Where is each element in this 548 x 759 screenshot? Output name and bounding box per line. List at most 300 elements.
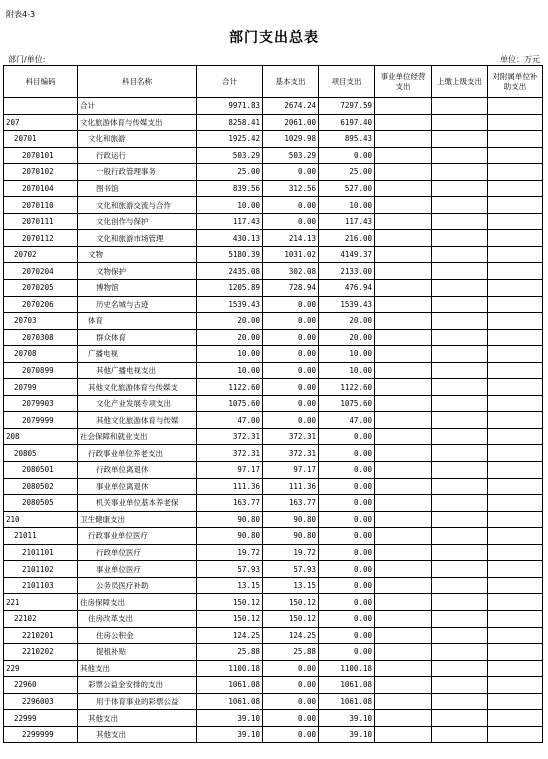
row-remit bbox=[432, 313, 488, 330]
row-project: 10.00 bbox=[319, 197, 375, 214]
row-basic: 57.93 bbox=[263, 561, 319, 578]
page-title: 部门支出总表 bbox=[229, 30, 319, 46]
header-remit: 上缴上级支出 bbox=[432, 66, 488, 98]
row-basic: 19.72 bbox=[263, 544, 319, 561]
row-business bbox=[375, 462, 432, 479]
header-code: 科目编码 bbox=[4, 66, 78, 98]
row-business bbox=[375, 164, 432, 181]
row-name: 其他文化旅游体育与传媒支 bbox=[78, 379, 197, 396]
row-code: 2070110 bbox=[4, 197, 78, 214]
row-project: 1100.18 bbox=[319, 660, 375, 677]
row-subsidy bbox=[488, 213, 543, 230]
row-project: 0.00 bbox=[319, 511, 375, 528]
row-name: 广播电视 bbox=[78, 346, 197, 363]
row-total: 57.93 bbox=[197, 561, 263, 578]
row-basic: 2674.24 bbox=[263, 98, 319, 115]
row-business bbox=[375, 495, 432, 512]
header-business: 事业单位经营支出 bbox=[375, 66, 432, 98]
row-name: 群众体育 bbox=[78, 329, 197, 346]
expenditure-table bbox=[3, 65, 543, 743]
row-subsidy bbox=[488, 379, 543, 396]
row-name: 行政单位离退休 bbox=[78, 462, 197, 479]
row-business bbox=[375, 644, 432, 661]
row-business bbox=[375, 395, 432, 412]
row-business bbox=[375, 428, 432, 445]
row-project: 0.00 bbox=[319, 528, 375, 545]
row-project: 39.10 bbox=[319, 726, 375, 743]
row-total: 1925.42 bbox=[197, 131, 263, 148]
row-total: 90.80 bbox=[197, 511, 263, 528]
row-code: 2070204 bbox=[4, 263, 78, 280]
row-business bbox=[375, 346, 432, 363]
row-remit bbox=[432, 644, 488, 661]
row-business bbox=[375, 213, 432, 230]
row-basic: 728.94 bbox=[263, 280, 319, 297]
row-subsidy bbox=[488, 445, 543, 462]
row-basic: 372.31 bbox=[263, 428, 319, 445]
row-project: 10.00 bbox=[319, 346, 375, 363]
row-code: 2070112 bbox=[4, 230, 78, 247]
row-code: 207 bbox=[4, 114, 78, 131]
row-project: 117.43 bbox=[319, 213, 375, 230]
row-code: 2070111 bbox=[4, 213, 78, 230]
row-total: 20.00 bbox=[197, 313, 263, 330]
row-code: 2101103 bbox=[4, 577, 78, 594]
row-name: 图书馆 bbox=[78, 180, 197, 197]
row-subsidy bbox=[488, 131, 543, 148]
row-total: 39.10 bbox=[197, 726, 263, 743]
table-row bbox=[4, 213, 543, 230]
row-name: 历史名城与古迹 bbox=[78, 296, 197, 313]
row-remit bbox=[432, 594, 488, 611]
row-project: 0.00 bbox=[319, 577, 375, 594]
row-code: 2079903 bbox=[4, 395, 78, 412]
row-project: 1061.08 bbox=[319, 693, 375, 710]
row-basic: 0.00 bbox=[263, 710, 319, 727]
row-code: 229 bbox=[4, 660, 78, 677]
row-total: 10.00 bbox=[197, 197, 263, 214]
row-project: 20.00 bbox=[319, 329, 375, 346]
row-basic: 0.00 bbox=[263, 164, 319, 181]
row-name: 行政事业单位养老支出 bbox=[78, 445, 197, 462]
table-row bbox=[4, 296, 543, 313]
row-remit bbox=[432, 346, 488, 363]
row-business bbox=[375, 577, 432, 594]
row-remit bbox=[432, 445, 488, 462]
row-basic: 13.15 bbox=[263, 577, 319, 594]
row-total: 117.43 bbox=[197, 213, 263, 230]
row-business bbox=[375, 180, 432, 197]
row-subsidy bbox=[488, 594, 543, 611]
row-name: 文化和旅游 bbox=[78, 131, 197, 148]
row-remit bbox=[432, 379, 488, 396]
row-basic: 0.00 bbox=[263, 726, 319, 743]
row-business bbox=[375, 544, 432, 561]
row-basic: 0.00 bbox=[263, 313, 319, 330]
row-total: 97.17 bbox=[197, 462, 263, 479]
row-business bbox=[375, 246, 432, 263]
row-code: 22102 bbox=[4, 610, 78, 627]
row-project: 895.43 bbox=[319, 131, 375, 148]
table-row bbox=[4, 246, 543, 263]
row-name: 文化产业发展专项支出 bbox=[78, 395, 197, 412]
row-total: 47.00 bbox=[197, 412, 263, 429]
row-subsidy bbox=[488, 462, 543, 479]
row-business bbox=[375, 561, 432, 578]
row-business bbox=[375, 280, 432, 297]
row-code: 21011 bbox=[4, 528, 78, 545]
row-total: 9971.83 bbox=[197, 98, 263, 115]
row-name: 住房保障支出 bbox=[78, 594, 197, 611]
row-project: 20.00 bbox=[319, 313, 375, 330]
row-remit bbox=[432, 478, 488, 495]
row-total: 372.31 bbox=[197, 428, 263, 445]
row-total: 25.88 bbox=[197, 644, 263, 661]
row-subsidy bbox=[488, 197, 543, 214]
row-basic: 111.36 bbox=[263, 478, 319, 495]
table-row bbox=[4, 594, 543, 611]
row-remit bbox=[432, 677, 488, 694]
row-project: 216.00 bbox=[319, 230, 375, 247]
row-business bbox=[375, 329, 432, 346]
row-subsidy bbox=[488, 98, 543, 115]
row-business bbox=[375, 296, 432, 313]
row-business bbox=[375, 379, 432, 396]
table-row bbox=[4, 313, 543, 330]
row-subsidy bbox=[488, 693, 543, 710]
row-basic: 0.00 bbox=[263, 213, 319, 230]
row-business bbox=[375, 660, 432, 677]
row-name: 行政单位医疗 bbox=[78, 544, 197, 561]
row-remit bbox=[432, 246, 488, 263]
row-remit bbox=[432, 561, 488, 578]
row-business bbox=[375, 677, 432, 694]
table-row bbox=[4, 710, 543, 727]
table-row bbox=[4, 660, 543, 677]
row-code: 2080501 bbox=[4, 462, 78, 479]
row-subsidy bbox=[488, 280, 543, 297]
row-subsidy bbox=[488, 644, 543, 661]
row-basic: 2061.00 bbox=[263, 114, 319, 131]
table-row bbox=[4, 561, 543, 578]
row-name: 一般行政管理事务 bbox=[78, 164, 197, 181]
row-name: 卫生健康支出 bbox=[78, 511, 197, 528]
header-name: 科目名称 bbox=[78, 66, 197, 98]
row-name: 住房公积金 bbox=[78, 627, 197, 644]
row-subsidy bbox=[488, 395, 543, 412]
row-remit bbox=[432, 131, 488, 148]
row-business bbox=[375, 131, 432, 148]
row-name: 其他支出 bbox=[78, 660, 197, 677]
row-code: 221 bbox=[4, 594, 78, 611]
row-code: 20805 bbox=[4, 445, 78, 462]
row-code: 2210201 bbox=[4, 627, 78, 644]
row-total: 839.56 bbox=[197, 180, 263, 197]
row-project: 39.10 bbox=[319, 710, 375, 727]
row-business bbox=[375, 610, 432, 627]
row-business bbox=[375, 710, 432, 727]
row-project: 25.00 bbox=[319, 164, 375, 181]
header-project: 项目支出 bbox=[319, 66, 375, 98]
row-remit bbox=[432, 412, 488, 429]
table-row bbox=[4, 131, 543, 148]
row-total: 124.25 bbox=[197, 627, 263, 644]
row-total: 372.31 bbox=[197, 445, 263, 462]
row-business bbox=[375, 511, 432, 528]
unit-label: 单位：万元 bbox=[500, 55, 540, 64]
row-subsidy bbox=[488, 313, 543, 330]
row-code: 20708 bbox=[4, 346, 78, 363]
row-business bbox=[375, 362, 432, 379]
row-total: 1075.60 bbox=[197, 395, 263, 412]
table-row bbox=[4, 627, 543, 644]
row-subsidy bbox=[488, 147, 543, 164]
table-row bbox=[4, 577, 543, 594]
table-row bbox=[4, 98, 543, 115]
row-project: 0.00 bbox=[319, 594, 375, 611]
row-project: 1061.08 bbox=[319, 677, 375, 694]
row-basic: 0.00 bbox=[263, 693, 319, 710]
row-code: 2079999 bbox=[4, 412, 78, 429]
row-basic: 302.08 bbox=[263, 263, 319, 280]
row-name: 用于体育事业的彩票公益 bbox=[78, 693, 197, 710]
row-subsidy bbox=[488, 296, 543, 313]
row-name: 博物馆 bbox=[78, 280, 197, 297]
table-row bbox=[4, 610, 543, 627]
row-basic: 90.80 bbox=[263, 511, 319, 528]
row-total: 10.00 bbox=[197, 346, 263, 363]
row-business bbox=[375, 197, 432, 214]
row-project: 7297.59 bbox=[319, 98, 375, 115]
row-name: 文物 bbox=[78, 246, 197, 263]
row-name: 事业单位医疗 bbox=[78, 561, 197, 578]
row-business bbox=[375, 693, 432, 710]
row-remit bbox=[432, 627, 488, 644]
row-name: 社会保障和就业支出 bbox=[78, 428, 197, 445]
row-subsidy bbox=[488, 561, 543, 578]
row-subsidy bbox=[488, 544, 543, 561]
row-business bbox=[375, 412, 432, 429]
row-subsidy bbox=[488, 164, 543, 181]
row-code: 2070102 bbox=[4, 164, 78, 181]
row-project: 2133.00 bbox=[319, 263, 375, 280]
row-name: 其他支出 bbox=[78, 710, 197, 727]
table-row bbox=[4, 726, 543, 743]
table-row bbox=[4, 280, 543, 297]
table-body bbox=[4, 98, 543, 743]
row-remit bbox=[432, 180, 488, 197]
row-total: 1061.08 bbox=[197, 693, 263, 710]
row-project: 1075.60 bbox=[319, 395, 375, 412]
table-row bbox=[4, 428, 543, 445]
row-remit bbox=[432, 164, 488, 181]
row-business bbox=[375, 445, 432, 462]
row-basic: 0.00 bbox=[263, 677, 319, 694]
row-subsidy bbox=[488, 478, 543, 495]
row-name: 机关事业单位基本养老保 bbox=[78, 495, 197, 512]
row-basic: 163.77 bbox=[263, 495, 319, 512]
row-code: 2210202 bbox=[4, 644, 78, 661]
row-name: 行政事业单位医疗 bbox=[78, 528, 197, 545]
table-row bbox=[4, 263, 543, 280]
table-row bbox=[4, 197, 543, 214]
row-project: 0.00 bbox=[319, 462, 375, 479]
row-name: 体育 bbox=[78, 313, 197, 330]
row-name: 文化和旅游交流与合作 bbox=[78, 197, 197, 214]
row-subsidy bbox=[488, 329, 543, 346]
row-total: 25.00 bbox=[197, 164, 263, 181]
row-code: 2101102 bbox=[4, 561, 78, 578]
row-code: 2296003 bbox=[4, 693, 78, 710]
row-basic: 0.00 bbox=[263, 296, 319, 313]
row-name: 其他广播电视支出 bbox=[78, 362, 197, 379]
row-basic: 503.29 bbox=[263, 147, 319, 164]
row-name: 文化旅游体育与传媒支出 bbox=[78, 114, 197, 131]
row-code: 22999 bbox=[4, 710, 78, 727]
row-total: 430.13 bbox=[197, 230, 263, 247]
table-row bbox=[4, 329, 543, 346]
row-name: 其他支出 bbox=[78, 726, 197, 743]
row-code: 20703 bbox=[4, 313, 78, 330]
row-code: 20702 bbox=[4, 246, 78, 263]
row-basic: 97.17 bbox=[263, 462, 319, 479]
row-basic: 0.00 bbox=[263, 329, 319, 346]
row-project: 0.00 bbox=[319, 544, 375, 561]
row-project: 10.00 bbox=[319, 362, 375, 379]
row-project: 0.00 bbox=[319, 495, 375, 512]
row-business bbox=[375, 230, 432, 247]
row-project: 4149.37 bbox=[319, 246, 375, 263]
row-business bbox=[375, 478, 432, 495]
table-row bbox=[4, 478, 543, 495]
header-total: 合计 bbox=[197, 66, 263, 98]
row-subsidy bbox=[488, 710, 543, 727]
row-subsidy bbox=[488, 246, 543, 263]
header-basic: 基本支出 bbox=[263, 66, 319, 98]
row-basic: 150.12 bbox=[263, 610, 319, 627]
row-subsidy bbox=[488, 180, 543, 197]
row-business bbox=[375, 98, 432, 115]
row-remit bbox=[432, 296, 488, 313]
row-name: 文物保护 bbox=[78, 263, 197, 280]
row-basic: 0.00 bbox=[263, 379, 319, 396]
row-basic: 214.13 bbox=[263, 230, 319, 247]
table-row bbox=[4, 395, 543, 412]
row-remit bbox=[432, 710, 488, 727]
row-basic: 1029.98 bbox=[263, 131, 319, 148]
row-code: 2080502 bbox=[4, 478, 78, 495]
row-remit bbox=[432, 693, 488, 710]
row-subsidy bbox=[488, 428, 543, 445]
row-code: 20799 bbox=[4, 379, 78, 396]
table-row bbox=[4, 180, 543, 197]
row-name: 其他文化旅游体育与传媒 bbox=[78, 412, 197, 429]
row-name: 文化创作与保护 bbox=[78, 213, 197, 230]
row-remit bbox=[432, 230, 488, 247]
table-row bbox=[4, 379, 543, 396]
row-subsidy bbox=[488, 362, 543, 379]
row-total: 19.72 bbox=[197, 544, 263, 561]
row-subsidy bbox=[488, 528, 543, 545]
row-total: 150.12 bbox=[197, 610, 263, 627]
row-project: 47.00 bbox=[319, 412, 375, 429]
row-total: 20.00 bbox=[197, 329, 263, 346]
row-project: 6197.40 bbox=[319, 114, 375, 131]
row-name: 合计 bbox=[78, 98, 197, 115]
row-subsidy bbox=[488, 677, 543, 694]
row-business bbox=[375, 313, 432, 330]
row-code: 2070308 bbox=[4, 329, 78, 346]
row-remit bbox=[432, 511, 488, 528]
row-project: 0.00 bbox=[319, 627, 375, 644]
row-project: 0.00 bbox=[319, 644, 375, 661]
row-total: 503.29 bbox=[197, 147, 263, 164]
row-subsidy bbox=[488, 660, 543, 677]
row-remit bbox=[432, 462, 488, 479]
table-row bbox=[4, 230, 543, 247]
row-remit bbox=[432, 280, 488, 297]
table-row bbox=[4, 147, 543, 164]
row-project: 527.00 bbox=[319, 180, 375, 197]
row-total: 13.15 bbox=[197, 577, 263, 594]
row-subsidy bbox=[488, 346, 543, 363]
row-remit bbox=[432, 114, 488, 131]
row-subsidy bbox=[488, 577, 543, 594]
table-header-row bbox=[4, 66, 543, 98]
row-code: 2070101 bbox=[4, 147, 78, 164]
row-name: 文化和旅游市场管理 bbox=[78, 230, 197, 247]
table-row bbox=[4, 677, 543, 694]
row-basic: 312.56 bbox=[263, 180, 319, 197]
row-subsidy bbox=[488, 230, 543, 247]
row-business bbox=[375, 528, 432, 545]
table-row bbox=[4, 693, 543, 710]
row-project: 0.00 bbox=[319, 147, 375, 164]
row-remit bbox=[432, 98, 488, 115]
row-total: 2435.08 bbox=[197, 263, 263, 280]
row-basic: 0.00 bbox=[263, 197, 319, 214]
row-business bbox=[375, 594, 432, 611]
row-code: 2070104 bbox=[4, 180, 78, 197]
table-row bbox=[4, 644, 543, 661]
row-basic: 0.00 bbox=[263, 412, 319, 429]
row-project: 0.00 bbox=[319, 445, 375, 462]
row-remit bbox=[432, 428, 488, 445]
row-business bbox=[375, 726, 432, 743]
row-remit bbox=[432, 726, 488, 743]
row-total: 1122.60 bbox=[197, 379, 263, 396]
row-project: 0.00 bbox=[319, 561, 375, 578]
row-subsidy bbox=[488, 114, 543, 131]
row-total: 163.77 bbox=[197, 495, 263, 512]
table-row bbox=[4, 495, 543, 512]
department-label: 部门/单位: bbox=[8, 55, 46, 64]
row-total: 111.36 bbox=[197, 478, 263, 495]
row-remit bbox=[432, 660, 488, 677]
row-basic: 124.25 bbox=[263, 627, 319, 644]
row-total: 10.00 bbox=[197, 362, 263, 379]
table-row bbox=[4, 362, 543, 379]
row-basic: 90.80 bbox=[263, 528, 319, 545]
row-subsidy bbox=[488, 263, 543, 280]
row-basic: 1031.02 bbox=[263, 246, 319, 263]
row-project: 1539.43 bbox=[319, 296, 375, 313]
table-row bbox=[4, 445, 543, 462]
row-subsidy bbox=[488, 511, 543, 528]
row-remit bbox=[432, 329, 488, 346]
row-basic: 0.00 bbox=[263, 362, 319, 379]
row-basic: 0.00 bbox=[263, 395, 319, 412]
